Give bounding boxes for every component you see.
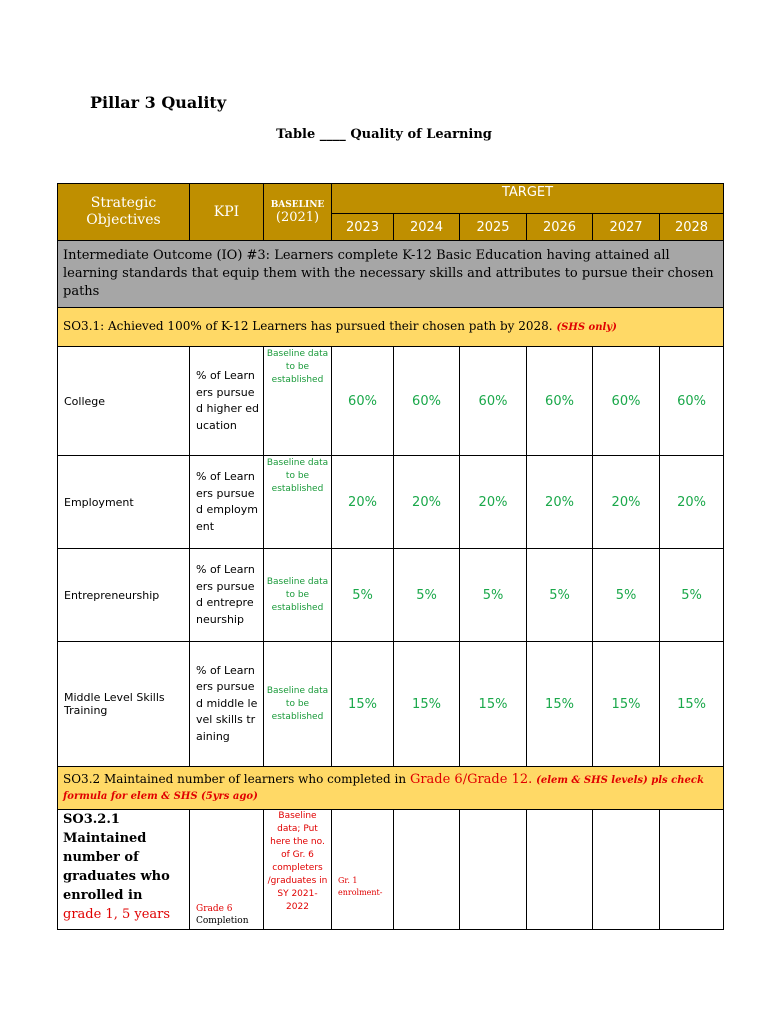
header-year: 2023: [332, 214, 394, 241]
row-target: 5%: [394, 549, 460, 642]
row-target: 20%: [527, 456, 593, 549]
page-title: Pillar 3 Quality: [90, 93, 227, 112]
row-target: 60%: [527, 347, 593, 456]
so31-text: SO3.1: Achieved 100% of K-12 Learners has pursued their chosen path by 2028.: [63, 319, 553, 333]
header-baseline-year: (2021): [275, 209, 320, 225]
row-kpi: % of Learners pursued higher education: [190, 347, 264, 456]
so321-kpi-grade: Grade 6: [196, 904, 233, 914]
row-target: 20%: [660, 456, 724, 549]
row-target: 60%: [460, 347, 527, 456]
so321-text: SO3.2.1 Maintained number of graduates who enrolled in: [63, 812, 170, 903]
row-target: 5%: [332, 549, 394, 642]
so32-grades: Grade 6/Grade 12.: [409, 772, 533, 787]
table-row: [58, 456, 724, 549]
so321-target-empty: [527, 810, 593, 930]
row-target: 5%: [593, 549, 660, 642]
row-target: 15%: [394, 642, 460, 767]
row-kpi: % of Learners pursued employment: [190, 456, 264, 549]
so321-target-text: Gr. 1 enrolment-: [338, 876, 383, 897]
row-target: 20%: [394, 456, 460, 549]
table-row: [58, 549, 724, 642]
so321-kpi-completion: Completion: [196, 916, 249, 926]
so321-row: [58, 810, 724, 930]
so31-cell: [58, 308, 724, 347]
header-year: 2025: [460, 214, 527, 241]
row-category: Entrepreneurship: [58, 549, 190, 642]
intermediate-outcome-row: [58, 241, 724, 308]
header-target: TARGET: [332, 184, 724, 214]
table-row: [58, 642, 724, 767]
row-target: 5%: [660, 549, 724, 642]
row-kpi: % of Learners pursued entrepreneurship: [190, 549, 264, 642]
row-target: 60%: [394, 347, 460, 456]
row-target: 20%: [460, 456, 527, 549]
so321-objective: [58, 810, 190, 930]
row-target: 15%: [527, 642, 593, 767]
so321-baseline: Baseline data; Put here the no. of Gr. 6 completers /graduates in SY 2021-2022: [264, 810, 332, 930]
so31-note: (SHS only): [556, 322, 617, 333]
header-strategic-objectives: Strategic Objectives: [58, 184, 190, 241]
row-target: 60%: [660, 347, 724, 456]
intermediate-outcome-text: Intermediate Outcome (IO) #3: Learners complete K-12 Basic Education having attained all learning standards that equip them with the necessary skills and attributes to pursue their chosen paths: [58, 241, 724, 308]
so32-cell: [58, 767, 724, 810]
so32-row: [58, 767, 724, 810]
so321-red-text: grade 1, 5 years: [63, 907, 171, 922]
so32-text: SO3.2 Maintained number of learners who completed in: [63, 772, 407, 786]
so321-target-2023: [332, 810, 394, 930]
so32-note: (elem & SHS levels) pls check formula for elem & SHS (5yrs ago): [63, 775, 704, 802]
header-year: 2028: [660, 214, 724, 241]
row-kpi: % of Learners pursued middle level skills training: [190, 642, 264, 767]
row-baseline: Baseline data to be established: [264, 456, 332, 549]
so321-target-empty: [460, 810, 527, 930]
row-target: 60%: [332, 347, 394, 456]
quality-of-learning-table: [57, 183, 724, 930]
row-baseline: Baseline data to be established: [264, 347, 332, 456]
header-year: 2026: [527, 214, 593, 241]
header-baseline: [264, 184, 332, 241]
table-row: [58, 347, 724, 456]
row-target: 15%: [332, 642, 394, 767]
row-category: Employment: [58, 456, 190, 549]
row-baseline: Baseline data to be established: [264, 549, 332, 642]
header-row-top: [58, 184, 724, 214]
header-baseline-label: BASELINE: [270, 199, 325, 210]
row-target: 15%: [593, 642, 660, 767]
so321-target-empty: [394, 810, 460, 930]
so31-row: [58, 308, 724, 347]
table-caption: Table ____ Quality of Learning: [276, 127, 492, 142]
so321-target-empty: [593, 810, 660, 930]
header-kpi: KPI: [190, 184, 264, 241]
row-target: 5%: [460, 549, 527, 642]
row-baseline: Baseline data to be established: [264, 642, 332, 767]
row-target: 5%: [527, 549, 593, 642]
row-target: 20%: [332, 456, 394, 549]
so321-target-empty: [660, 810, 724, 930]
row-target: 20%: [593, 456, 660, 549]
row-category: College: [58, 347, 190, 456]
row-category: Middle Level Skills Training: [58, 642, 190, 767]
so321-kpi: [190, 810, 264, 930]
header-year: 2024: [394, 214, 460, 241]
row-target: 15%: [660, 642, 724, 767]
header-year: 2027: [593, 214, 660, 241]
row-target: 15%: [460, 642, 527, 767]
row-target: 60%: [593, 347, 660, 456]
